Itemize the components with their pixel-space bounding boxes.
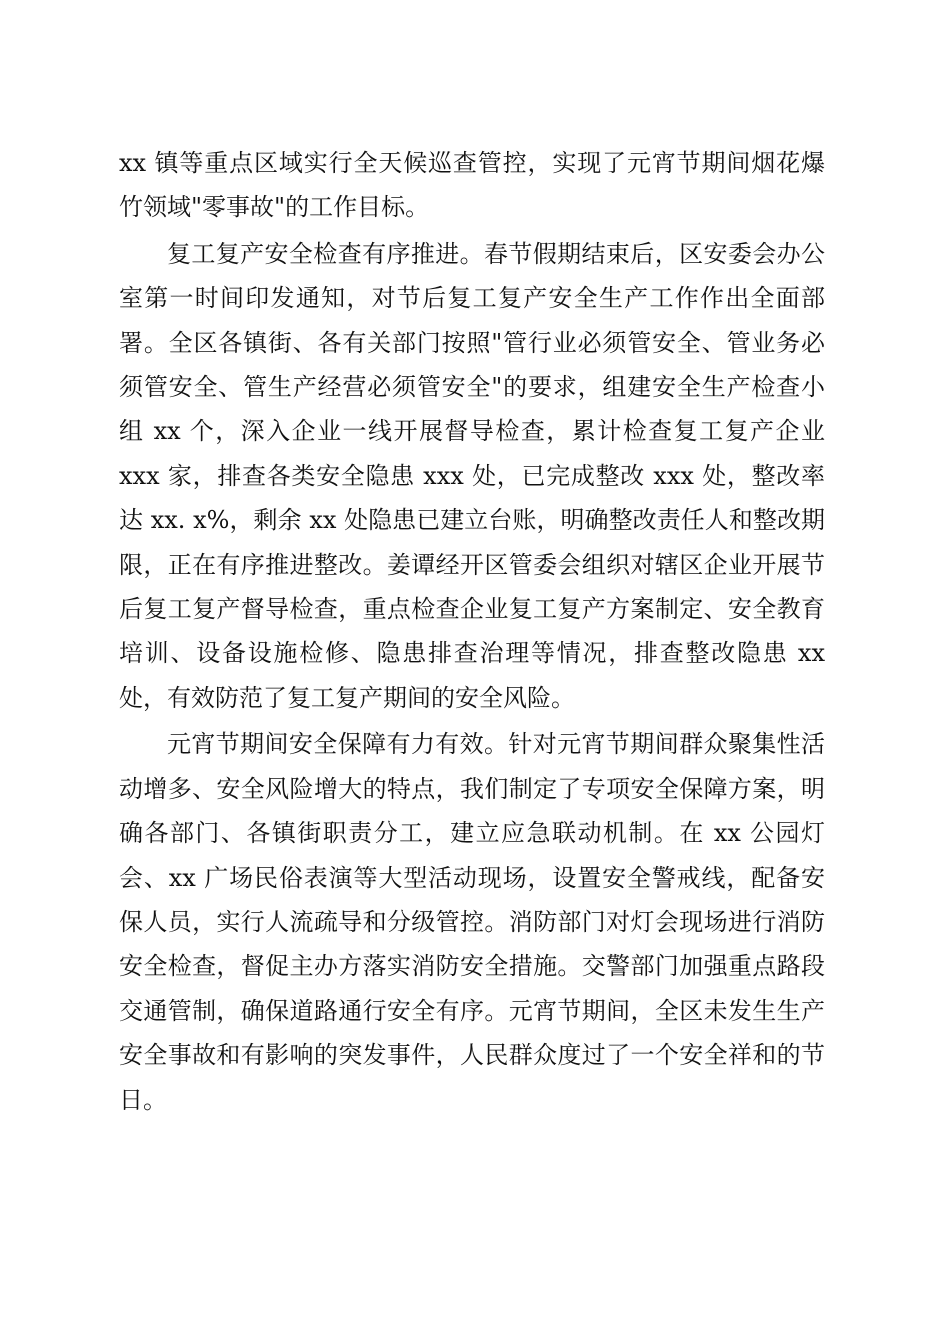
paragraph-resumption-inspection: 复工复产安全检查有序推进。春节假期结束后，区安委会办公室第一时间印发通知，对节后复工复产安全生产工作作出全面部署。全区各镇街、各有关部门按照"管行业必须管安全、管业务必须管安全、管生产经营必须管安全"的要求，组建安全生产检查小组 xx 个，深入企业一线开展督导检查，累计检查复工复产企业 xxx 家，排查各类安全隐患 xxx 处，已完成整改 xxx 处，整改率达 xx. x%，剩余 xx 处隐患已建立台账，明确整改责任人和整改期限，正在有序推进整改。姜谭经开区管委会组织对辖区企业开展节后复工复产督导检查，重点检查企业复工复产方案制定、安全教育培训、设备设施检修、隐患排查治理等情况，排查整改隐患 xx 处，有效防范了复工复产期间的安全风险。 (119, 239, 825, 712)
paragraph-continuation: xx 镇等重点区域实行全天候巡查管控，实现了元宵节期间烟花爆竹领域"零事故"的工作目标。 (119, 149, 825, 222)
document-body (119, 141, 825, 1122)
paragraph-lantern-festival-safety: 元宵节期间安全保障有力有效。针对元宵节期间群众聚集性活动增多、安全风险增大的特点，我们制定了专项安全保障方案，明确各部门、各镇街职责分工，建立应急联动机制。在 xx 公园灯会、xx 广场民俗表演等大型活动现场，设置安全警戒线，配备安保人员，实行人流疏导和分级管控。消防部门对灯会现场进行消防安全检查，督促主办方落实消防安全措施。交警部门加强重点路段交通管制，确保道路通行安全有序。元宵节期间，全区未发生生产安全事故和有影响的突发事件，人民群众度过了一个安全祥和的节日。 (119, 730, 825, 1114)
